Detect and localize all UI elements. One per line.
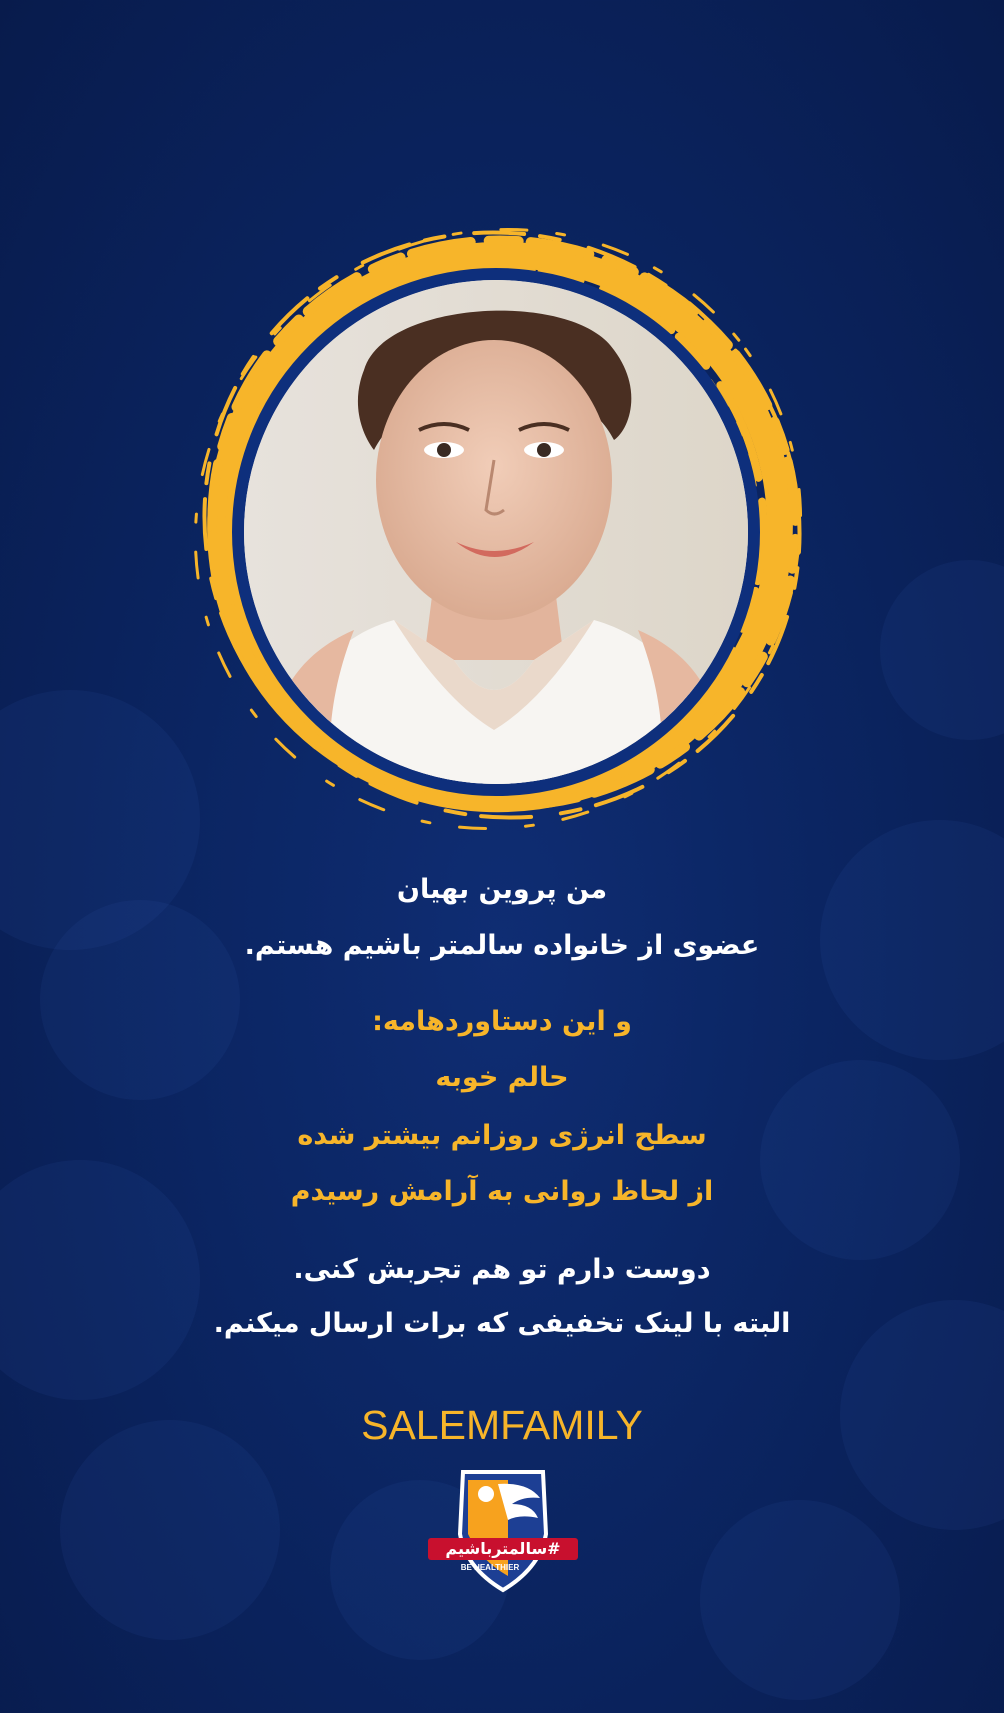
bokeh-decoration [60, 1420, 280, 1640]
portrait-photo [244, 280, 748, 784]
invite-line: البته با لینک تخفیفی که برات ارسال میکنم. [213, 1308, 791, 1339]
achievement-item: حالم خوبه [435, 1062, 569, 1093]
achievement-item: سطح انرژی روزانم بیشتر شده [297, 1120, 707, 1151]
bokeh-decoration [700, 1500, 900, 1700]
achievements-heading: و این دستاوردهامه: [372, 1006, 632, 1037]
intro-member-line: عضوی از خانواده سالمتر باشیم هستم. [244, 930, 760, 961]
brand-name: SALEMFAMILY [361, 1402, 643, 1448]
bokeh-decoration [880, 560, 1004, 740]
shield-logo-icon [428, 1464, 578, 1594]
logo-subtext: BE HEALTHIER [460, 1563, 520, 1572]
logo-text: #سالمترباشیم [445, 1539, 561, 1558]
invite-line: دوست دارم تو هم تجربش کنی. [293, 1254, 711, 1285]
intro-name-line: من پروین بهیان [396, 874, 608, 905]
avatar [232, 268, 760, 796]
achievement-item: از لحاظ روانی به آرامش رسیدم [290, 1176, 714, 1207]
